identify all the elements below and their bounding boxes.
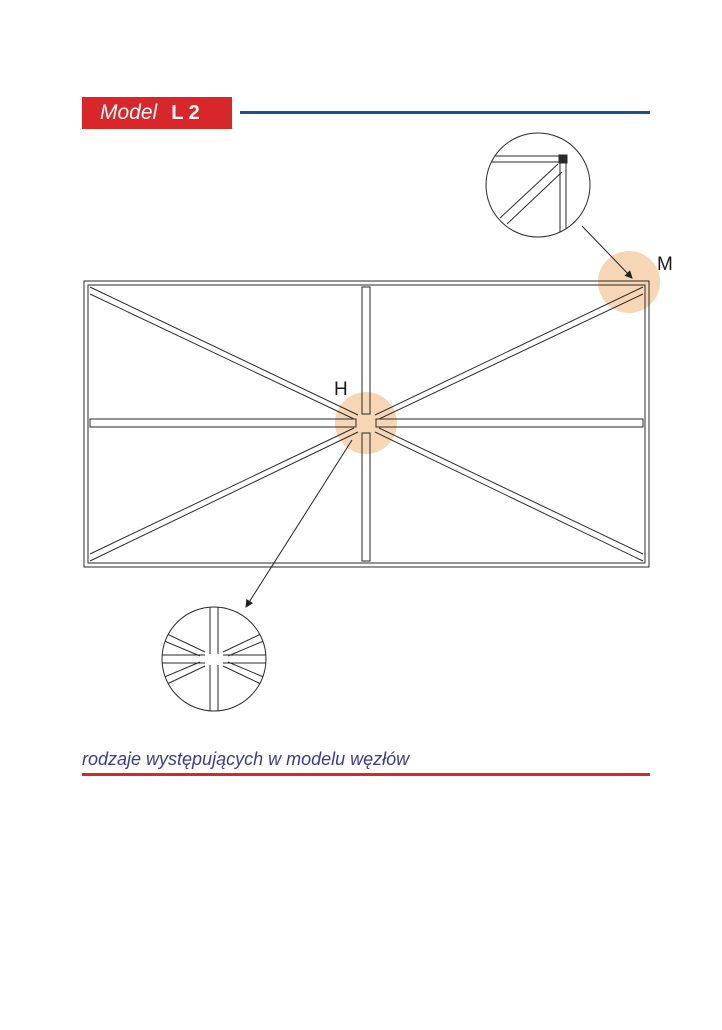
node-h-label: H (334, 379, 348, 400)
model-word: Model (100, 101, 158, 124)
diagonal-top-right (375, 287, 643, 419)
diagonal-top-left (90, 287, 358, 419)
diagonal-bottom-right (375, 428, 643, 561)
detail-node-h (150, 600, 280, 720)
horizontal-member-right (376, 419, 643, 427)
model-code: L 2 (171, 101, 200, 124)
detail-node-m (486, 133, 590, 240)
node-h-highlight (335, 392, 397, 454)
node-m-label: M (657, 254, 673, 275)
leader-arrow-h (246, 440, 352, 607)
horizontal-member-left (90, 419, 356, 427)
caption-text: rodzaje występujących w modelu węzłów (82, 749, 410, 769)
caption-divider (82, 773, 650, 776)
